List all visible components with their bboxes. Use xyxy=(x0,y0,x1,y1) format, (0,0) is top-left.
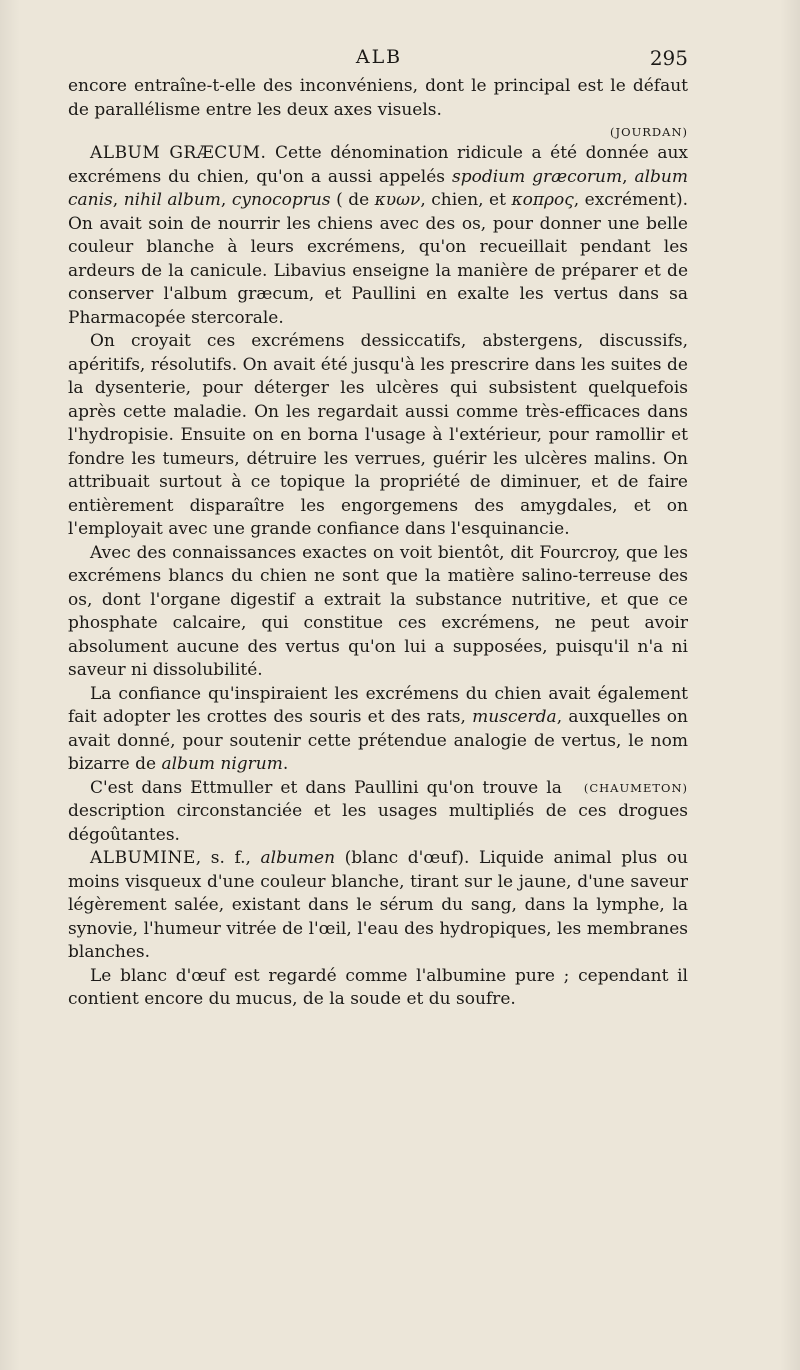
paragraph-ettmuller: (CHAUMETON) C'est dans Ettmuller et dans Paullini qu'on trouve la description circonstanciée et les usages multipliés de ces drogues dégoûtantes. xyxy=(68,777,688,845)
entry-headword: ALBUMINE xyxy=(90,848,196,868)
paragraph-properties: On croyait ces excrémens dessiccatifs, abstergens, discussifs, apéritifs, résolutifs. On avait été jusqu'à les prescrire dans les suites de la dysenterie, pour déterger les ulcères qui subsistent quelquefois après cette maladie. On les regardait aussi comme très-efficaces dans l'hydropisie. Ensuite on en borna l'usage à l'extérieur, pour ramollir et fondre les tumeurs, détruire les verrues, guérir les ulcères malins. On attribuait surtout à ce topique la propriété de diminuer, et de faire entièrement disparaître les engorgemens des amygdales, et on l'employait avec une grande confiance dans l'esquinancie. xyxy=(68,331,688,539)
page-number: 295 xyxy=(649,46,688,70)
running-head: ALB xyxy=(355,46,403,68)
body-text xyxy=(68,75,688,1012)
entry-albumine: ALBUMINE, s. f., albumen (blanc d'œuf). Liquide animal plus ou moins visqueux d'une couleur blanche, tirant sur le jaune, d'une saveur légèrement salée, existant dans le sérum du sang, dans la lymphe, la synovie, l'humeur vitrée de l'œil, l'eau des hydropiques, les membranes blanches. xyxy=(68,848,688,962)
page-header xyxy=(70,46,688,76)
author-signature-jourdan: (JOURDAN) xyxy=(610,125,688,139)
paragraph-continuation: encore entraîne-t-elle des inconvéniens, dont le principal est le défaut de parallélisme entre les deux axes visuels. xyxy=(68,76,688,120)
author-signature-chaumeton: (CHAUMETON) xyxy=(583,780,688,795)
entry-headword: ALBUM GRÆCUM. xyxy=(90,143,267,163)
paragraph-fourcroy: Avec des connaissances exactes on voit bientôt, dit Fourcroy, que les excrémens blancs du chien ne sont que la matière salino-terreuse des os, dont l'organe digestif a extrait la substance nutritive, et que ce phosphate calcaire, qui constitue ces excrémens, ne peut avoir absolument aucune des vertus qu'on lui a supposées, puisqu'il n'a ni saveur ni dissolubilité. xyxy=(68,542,688,680)
paragraph-blanc-oeuf: Le blanc d'œuf est regardé comme l'albumine pure ; cependant il contient encore du mucus, de la soude et du soufre. xyxy=(68,965,688,1009)
paragraph-muscerda: La confiance qu'inspiraient les excrémens du chien avait également fait adopter les crottes des souris et des rats, muscerda, auxquelles on avait donné, pour soutenir cette prétendue analogie de vertus, le nom bizarre de album nigrum. xyxy=(68,683,688,774)
entry-album-graecum: ALBUM GRÆCUM. Cette dénomination ridicule a été donnée aux excrémens du chien, qu'on a aussi appelés spodium græcorum, album canis, nihil album, cynocoprus ( de κυων, chien, et κοπρος, excrément). On avait soin de nourrir les chiens avec des os, pour donner une belle couleur blanche à leurs excrémens, qu'on recueillait pendant les ardeurs de la canicule. Libavius enseigne la manière de préparer et de conserver l'album græcum, et Paullini en exalte les vertus dans sa Pharmacopée stercorale. xyxy=(68,143,689,328)
